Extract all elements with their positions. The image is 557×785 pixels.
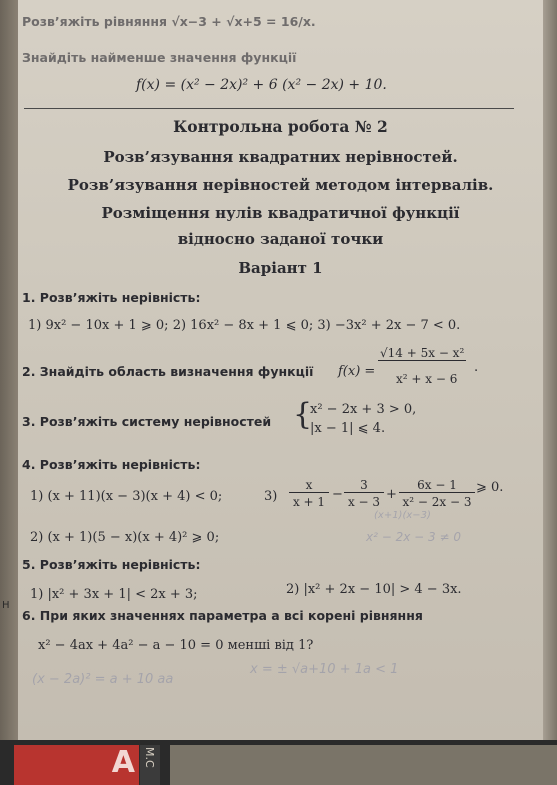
task-2-numerator: √14 + 5x − x² bbox=[380, 346, 465, 360]
subtitle-1: Розв’язування квадратних нерівностей. bbox=[103, 148, 458, 166]
pencil-note-3: (x − 2a)² = a + 10 aa bbox=[32, 672, 174, 687]
task-5-heading: 5. Розв’яжіть нерівність: bbox=[22, 557, 201, 572]
pencil-note-1: (x+1)(x−3) bbox=[374, 510, 431, 521]
task-5-part-1: 1) |x² + 3x + 1| < 2x + 3; bbox=[30, 587, 198, 602]
fraction-3-numerator: 6x − 1 bbox=[399, 478, 475, 493]
task-1-heading: 1. Розв’яжіть нерівність: bbox=[22, 290, 201, 305]
task-4-part-1: 1) (x + 11)(x − 3)(x + 4) < 0; bbox=[30, 489, 223, 504]
task-3-heading: 3. Розв’яжіть систему нерівностей bbox=[22, 414, 272, 429]
task-3-line-2: |x − 1| ⩽ 4. bbox=[310, 421, 386, 436]
spine-text: М.С bbox=[143, 747, 156, 768]
book-spine bbox=[140, 745, 160, 785]
header-line-1: Розв’яжіть рівняння √x−3 + √x+5 = 16/x. bbox=[22, 14, 316, 29]
task-4-heading: 4. Розв’яжіть нерівність: bbox=[22, 457, 201, 472]
subtitle-2: Розв’язування нерівностей методом інтервалів. bbox=[67, 176, 494, 194]
fraction-1-numerator: x bbox=[289, 478, 329, 493]
variant-label: Варіант 1 bbox=[238, 259, 323, 277]
plus-sign: + bbox=[386, 487, 397, 502]
fraction-2-numerator: 3 bbox=[344, 478, 384, 493]
red-book-cover bbox=[14, 745, 139, 785]
header-line-3: f(x) = (x² − 2x)² + 6 (x² − 2x) + 10. bbox=[136, 77, 387, 93]
minus-sign: − bbox=[332, 487, 343, 502]
task-2-fx: f(x) = bbox=[338, 364, 376, 379]
background-right-edge bbox=[543, 0, 557, 740]
fraction-3-denominator: x² − 2x − 3 bbox=[402, 495, 472, 509]
fraction-1-denominator: x + 1 bbox=[292, 495, 326, 509]
fraction-2-denominator: x − 3 bbox=[347, 495, 381, 509]
task-2-denominator: x² + x − 6 bbox=[396, 372, 458, 386]
subtitle-3: Розміщення нулів квадратичної функції bbox=[101, 204, 460, 222]
fraction-3-end: ⩾ 0. bbox=[476, 480, 504, 495]
task-4-part-2: 2) (x + 1)(5 − x)(x + 4)² ⩾ 0; bbox=[30, 530, 220, 545]
red-cover-letter: А bbox=[111, 745, 135, 780]
task-3-line-1: x² − 2x + 3 > 0, bbox=[310, 402, 417, 417]
pencil-note-2: x² − 2x − 3 ≠ 0 bbox=[366, 530, 461, 544]
task-4-part-3-label: 3) bbox=[264, 489, 278, 504]
subtitle-4: відносно заданої точки bbox=[177, 230, 384, 248]
task-2-heading: 2. Знайдіть область визначення функції bbox=[22, 364, 314, 379]
task-5-part-2: 2) |x² + 2x − 10| > 4 − 3x. bbox=[286, 582, 462, 597]
task-2-period: . bbox=[474, 360, 479, 375]
background-left-edge bbox=[0, 0, 18, 740]
side-letter: Н bbox=[2, 600, 10, 611]
test-title: Контрольна робота № 2 bbox=[173, 117, 388, 136]
system-brace: { bbox=[293, 397, 313, 432]
task-6-line-1: 6. При яких значеннях параметра a всі корені рівняння bbox=[22, 608, 423, 623]
table-surface bbox=[170, 745, 557, 785]
task-6-line-2: x² − 4ax + 4a² − a − 10 = 0 менші від 1? bbox=[38, 638, 314, 653]
header-line-2: Знайдіть найменше значення функції bbox=[22, 50, 297, 65]
pencil-note-4: x = ± √a+10 + 1a < 1 bbox=[250, 662, 399, 677]
task-1-body: 1) 9x² − 10x + 1 ⩾ 0; 2) 16x² − 8x + 1 ⩽ 0; 3) −3x² + 2x − 7 < 0. bbox=[28, 318, 461, 333]
textbook-page bbox=[18, 0, 543, 740]
separator-line bbox=[24, 108, 514, 109]
